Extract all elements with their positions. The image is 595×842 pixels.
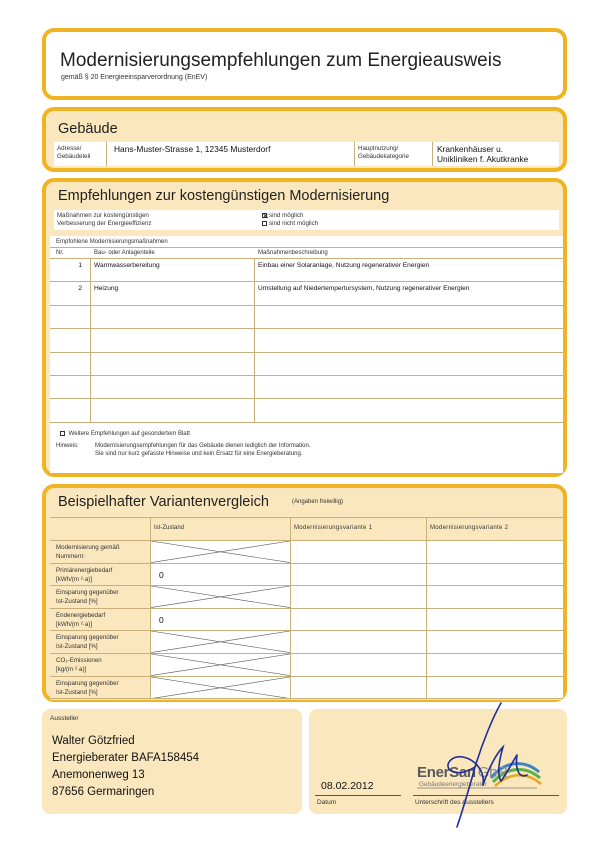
divider: [432, 142, 433, 166]
variant-cell[interactable]: [291, 631, 426, 653]
measure-nr: 1: [78, 262, 82, 269]
table-row: [50, 398, 563, 421]
date-value: 08.02.2012: [321, 780, 374, 792]
checkbox-icon[interactable]: [60, 431, 65, 436]
checkbox-checked-icon[interactable]: [262, 213, 267, 218]
note-label: Hinweis:: [56, 443, 79, 449]
column-header-description: Maßnahmenbeschreibung: [258, 250, 328, 256]
comparison-row: [50, 541, 563, 563]
address-value: Hans-Muster-Strasse 1, 12345 Musterdorf: [114, 144, 271, 154]
issuer-city: 87656 Germaringen: [52, 786, 155, 798]
issuer-label: Aussteller: [50, 715, 79, 722]
measures-options: [262, 212, 318, 228]
comparison-row: [50, 677, 563, 699]
issuer-title: Energieberater BAFA158454: [52, 752, 200, 764]
actual-value: 0: [159, 569, 164, 580]
measure-component: Heizung: [94, 285, 119, 293]
signature-label: Unterschrift des Ausstellers: [415, 799, 494, 806]
comparison-row: [50, 654, 563, 676]
note-text: Modernisierungsempfehlungen für das Gebäude dienen lediglich der Information. Sie sind nur kurz gefasste Hinweise und kein Ersatz für eine Energieberatung.: [95, 443, 311, 457]
date-label: Datum: [317, 799, 337, 806]
stamp-subtitle: Gebäudeenergieberater: [419, 781, 487, 788]
variant-cell[interactable]: [427, 586, 563, 608]
variant-cell[interactable]: [291, 677, 426, 699]
page-title: Modernisierungsempfehlungen zum Energieausweis: [60, 50, 502, 71]
comparison-section: [42, 484, 567, 702]
comparison-row: [50, 631, 563, 653]
table-row: [50, 328, 563, 351]
building-section: [42, 107, 567, 172]
column-header-actual: Ist-Zustand: [154, 525, 185, 531]
comparison-row: [50, 564, 563, 586]
variant-cell[interactable]: [291, 654, 426, 676]
issuer-street: Anemonenweg 13: [52, 769, 145, 781]
actual-cell[interactable]: [151, 654, 290, 676]
checkbox-icon[interactable]: [262, 221, 267, 226]
measure-nr: 2: [78, 285, 82, 293]
measure-description: Umstellung auf Niedertempertursystem, Nutzung regenerativer Energien: [258, 285, 470, 293]
variant-cell[interactable]: [427, 564, 563, 586]
comparison-section-title: Beispielhafter Variantenvergleich: [58, 494, 269, 510]
measure-description: Einbau einer Solaranlage, Nutzung regenerativer Energien: [258, 262, 430, 269]
date-line: [315, 795, 401, 796]
recommendations-section-title: Empfehlungen zur kostengünstigen Modernisierung: [58, 188, 390, 204]
actual-cell[interactable]: [151, 541, 290, 563]
table-caption: Empfohlene Modernisierungsmaßnahmen: [56, 239, 168, 245]
table-row: [50, 281, 563, 304]
stamp-brand: EnerSan GbR: [417, 764, 508, 781]
variant-cell[interactable]: [427, 631, 563, 653]
address-label: Adresse/ Gebäudeteil: [57, 145, 91, 160]
variant-cell[interactable]: [427, 541, 563, 563]
signature-box: [309, 709, 567, 814]
usage-value: Krankenhäuser u. Unikliniken f. Akutkranke: [437, 144, 529, 164]
comparison-row-label: Modernisierung gemäß Nummern:: [56, 544, 120, 560]
comparison-row-label: CO₂-Emissionen [kg/(m ²·a)]: [56, 657, 102, 673]
variant-cell[interactable]: [427, 654, 563, 676]
comparison-row-label: Endenergiebedarf [kWh/(m ²·a)]: [56, 611, 106, 628]
measures-box: [54, 210, 559, 230]
comparison-row: [50, 609, 563, 631]
handwritten-signature: [427, 697, 537, 832]
actual-cell[interactable]: [151, 631, 290, 653]
issuer-address: [52, 733, 199, 801]
variant-cell[interactable]: [291, 564, 426, 586]
divider: [106, 142, 107, 166]
cross-out-icon: [151, 631, 290, 653]
divider: [354, 142, 355, 166]
variant-cell[interactable]: [291, 609, 426, 631]
more-recommendations[interactable]: Weitere Empfehlungen auf gesondertem Blatt: [60, 430, 190, 438]
table-row: [50, 305, 563, 328]
actual-cell[interactable]: [151, 586, 290, 608]
divider: [50, 517, 563, 518]
column-header-variant-2: Modernisierungsvariante 2: [430, 525, 509, 531]
measure-component: Warmwasserbereitung: [94, 262, 160, 269]
issuer-box: [42, 709, 302, 814]
table-row: [50, 352, 563, 375]
option-not-possible[interactable]: sind nicht möglich: [262, 220, 318, 228]
comparison-table: [50, 517, 563, 700]
cross-out-icon: [151, 654, 290, 676]
comparison-row: [50, 586, 563, 608]
measures-table: [50, 236, 563, 473]
comparison-row-label: Einsparung gegenüber Ist-Zustand [%]: [56, 634, 119, 651]
variant-cell[interactable]: [291, 541, 426, 563]
column-header-nr: Nr.: [56, 250, 64, 256]
column-header-component: Bau- oder Anlagenteile: [94, 250, 155, 256]
actual-cell[interactable]: [151, 564, 290, 586]
cross-out-icon: [151, 677, 290, 699]
divider: [50, 422, 563, 423]
comparison-optional-note: (Angaben freiwillig): [292, 499, 344, 505]
variant-cell[interactable]: [427, 609, 563, 631]
actual-cell[interactable]: [151, 677, 290, 699]
cross-out-icon: [151, 541, 290, 563]
table-row: [50, 258, 563, 281]
table-row: [50, 375, 563, 398]
comparison-row-label: Primärenergiebedarf [kWh/(m ²·a)]: [56, 566, 113, 583]
variant-cell[interactable]: [427, 677, 563, 699]
header-frame: [42, 28, 567, 100]
variant-cell[interactable]: [291, 586, 426, 608]
usage-label: Hauptnutzung/ Gebäudekategorie: [358, 145, 409, 160]
issuer-name: Walter Götzfried: [52, 735, 135, 747]
building-section-title: Gebäude: [58, 121, 118, 137]
cross-out-icon: [151, 586, 290, 608]
divider: [50, 247, 563, 248]
actual-value: 0: [159, 614, 164, 625]
actual-cell[interactable]: [151, 609, 290, 631]
comparison-row-label: Einsparung gegenüber Ist-Zustand [%]: [56, 679, 119, 696]
page-subtitle: gemäß § 20 Energieeinsparverordnung (EnEV): [61, 74, 208, 81]
measures-label: Maßnahmen zur kostengünstigen Verbesserung der Energieeffizienz: [57, 212, 152, 227]
comparison-row-label: Einsparung gegenüber Ist-Zustand [%]: [56, 589, 119, 606]
recommendations-section: [42, 178, 567, 477]
option-possible[interactable]: sind möglich: [262, 212, 318, 220]
column-header-variant-1: Modernisierungsvariante 1: [294, 525, 373, 531]
building-fields: [54, 142, 559, 166]
